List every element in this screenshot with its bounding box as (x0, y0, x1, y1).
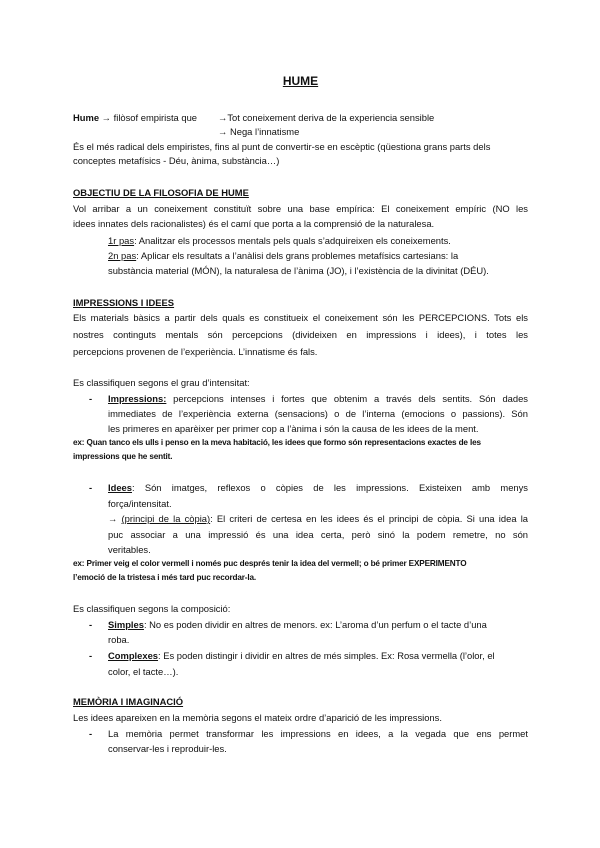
pas-2 (108, 249, 458, 263)
idees-item-line-2: força/intensitat. (108, 498, 172, 509)
impressions-item-line-1: Impressions: percepcions intenses i fortes que obtenim a través dels sentits. Són dades (108, 393, 528, 404)
copia-line-3: veritables. (108, 544, 151, 555)
idees-item-line-1: Idees: Són imatges, reflexos o còpies de les impressions. Existeixen amb menys (108, 482, 528, 493)
impressions-p-line-1: Els materials bàsics a partir dels quals es constitueix el coneixement són les PERCEPCIONS. Tots els (73, 312, 528, 323)
memoria-heading: MEMÒRIA I IMAGINACIÓ (73, 696, 184, 707)
simples-line-1: Simples: No es poden dividir en altres de menors. ex: L’aroma d’un perfum o el tacte d’una (108, 619, 487, 630)
copia-label: (principi de la còpia) (121, 513, 211, 524)
intro-arrow-1: →Tot coneixement deriva de la experiencia sensible (218, 112, 435, 123)
pas-2-label: 2n pas (108, 250, 137, 261)
idees-label: Idees (108, 482, 132, 493)
complexes-line-2: color, el tacte…). (108, 666, 179, 677)
page-title: HUME (282, 74, 319, 88)
intro-line-1 (73, 111, 197, 125)
impressions-p-line-3: percepcions provenen de l’experiència. L’innatisme és fals. (73, 346, 318, 357)
composicio-intro: Es classifiquen segons la composició: (73, 603, 231, 614)
complexes-label: Complexes (108, 650, 159, 661)
pas-1-text: : Analitzar els processos mentals pels quals s’adquireixen els coneixements. (134, 235, 451, 246)
hume-definition: → filòsof empirista que (99, 112, 198, 123)
copia-line-1: → (principi de la còpia): El criteri de certesa en les idees és el principi de còpia. Si una idea la (108, 513, 528, 524)
impressions-item-line-3: les primeres en aparèixer per primer cop a l’ànima i són la causa de les idees de la ment. (108, 423, 479, 434)
example-1-line-2: impressions que he sentit. (73, 452, 173, 461)
example-1-line-1: ex: Quan tanco els ulls i penso en la meva habitació, les idees que formo són representacions exactes de les (73, 438, 481, 447)
impressions-item-line-2: immediates de l’experiència externa (sensacions) o de l’interna (emocions o passions). Són (108, 408, 528, 419)
impressions-label: Impressions: (108, 393, 167, 404)
intensitat-intro: Es classifiquen segons el grau d’intensitat: (73, 377, 250, 388)
intro-line-4: conceptes metafísics - Déu, ànima, substància…) (73, 155, 280, 166)
hume-word: Hume (73, 112, 100, 123)
example-2-line-2: l’emoció de la tristesa i més tard puc recordar-la. (73, 573, 257, 582)
intro-line-3: És el més radical dels empiristes, fins al punt de convertir-se en escèptic (qüestiona grans parts dels (73, 141, 491, 152)
complexes-line-1: Complexes: Es poden distingir i dividir en altres de més simples. Ex: Rosa vermella (l’olor, el (108, 650, 495, 661)
bullet-dash: - (89, 728, 93, 739)
bullet-dash: - (89, 393, 93, 404)
pas-1-label: 1r pas (108, 235, 135, 246)
simples-label: Simples (108, 619, 144, 630)
bullet-dash: - (89, 482, 93, 493)
pas-2-text: : Aplicar els resultats a l’anàlisi dels grans problemes metafísics cartesians: la (136, 250, 459, 261)
intro-arrow-2: → Nega l’innatisme (218, 126, 300, 137)
objectiu-heading: OBJECTIU DE LA FILOSOFIA DE HUME (73, 187, 249, 198)
memoria-item-line-2: conservar-les i reproduir-les. (108, 743, 227, 754)
bullet-dash: - (89, 650, 93, 661)
pas-2-line-2: substància material (MÓN), la naturalesa de l’ànima (JO), i l’existència de la divinitat (DÉU). (108, 265, 489, 276)
copia-line-2: puc associar a una impressió és una idea certa, però sinó la podem remetre, no són (108, 529, 528, 540)
simples-line-2: roba. (108, 634, 130, 645)
objectiu-line-1: Vol arribar a un coneixement constituït sobre una base empírica: El coneixement empíric (NO les (73, 203, 528, 214)
memoria-item-line-1: La memòria permet transformar les impressions en idees, a la vegada que ens permet (108, 728, 528, 739)
objectiu-line-2: idees innates dels racionalistes) és el camí que porta a la comprensió de la naturalesa. (73, 218, 435, 229)
memoria-line-1: Les idees apareixen en la memòria segons el mateix ordre d’aparició de les impressions. (73, 712, 442, 723)
example-2-line-1: ex: Primer veig el color vermell i només puc després tenir la idea del vermell; o bé primer EXPERIMENTO (73, 559, 467, 568)
impressions-heading: IMPRESSIONS I IDEES (73, 297, 175, 308)
bullet-dash: - (89, 619, 93, 630)
impressions-p-line-2: nostres continguts mentals són percepcions (divideixen en impressions i idees), i totes les (73, 329, 528, 340)
pas-1 (108, 234, 451, 248)
